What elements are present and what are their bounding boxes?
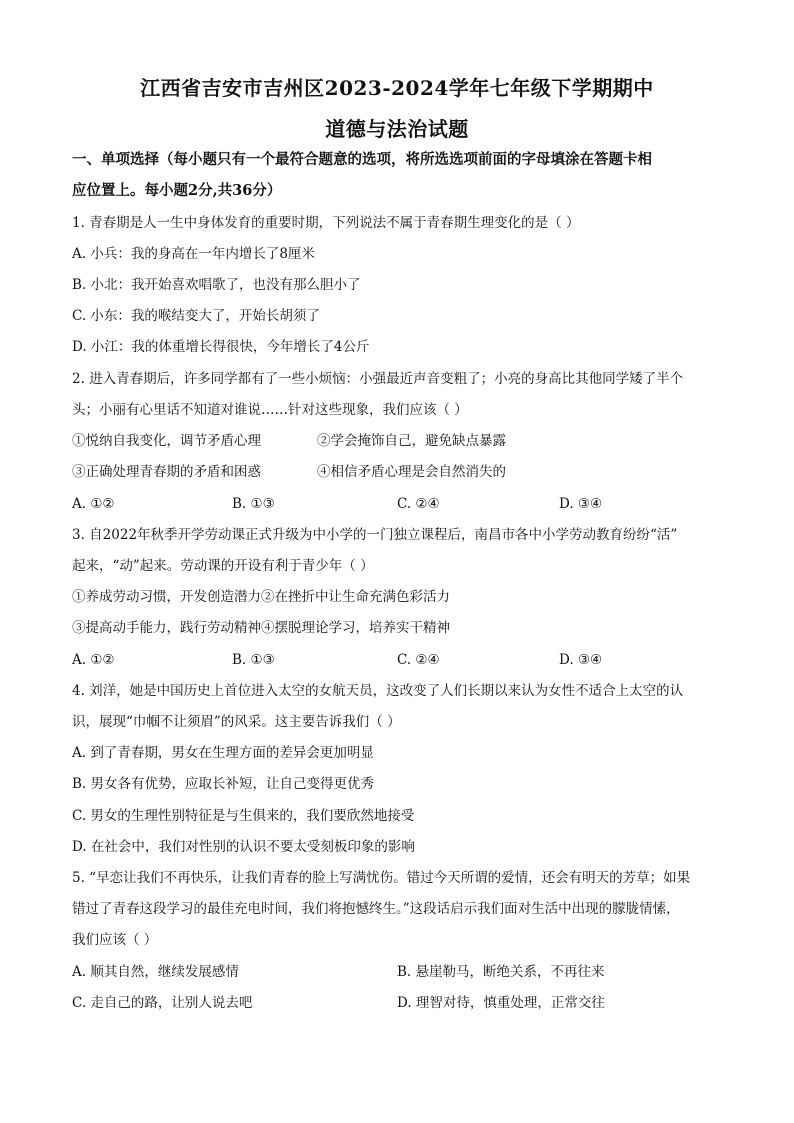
- q2-statement-3: ③正确处理青春期的矛盾和困惑: [72, 464, 261, 480]
- q5-option-a: A. 顺其自然，继续发展感情: [72, 964, 239, 980]
- section-heading-line2: 应位置上。每小题2分,共36分）: [72, 182, 282, 199]
- q2-statements-row1: [72, 431, 732, 451]
- q4-stem-line2: 识，展现“巾帼不让须眉”的风采。这主要告诉我们（ ）: [72, 714, 401, 730]
- section-heading-line1: 一、单项选择（每小题只有一个最符合题意的选项，将所选选项前面的字母填涂在答题卡相: [72, 151, 652, 168]
- q2-statements-row2: [72, 462, 732, 482]
- q1-option-a: A. 小兵：我的身高在一年内增长了8厘米: [72, 246, 315, 262]
- q5-stem-line3: 我们应该（ ）: [72, 932, 158, 948]
- q5-stem-line1: 5. “早恋让我们不再快乐，让我们青春的脸上写满忧伤。错过今天所谓的爱情，还会有明天的芳草；如果: [72, 870, 691, 886]
- q3-stem-line2: 起来，“动”起来。劳动课的开设有利于青少年（ ）: [72, 558, 374, 574]
- q5-stem-line2: 错过了青春这段学习的最佳充电时间，我们将抱憾终生。”这段话启示我们面对生活中出现的朦胧情愫，: [72, 901, 680, 917]
- q2-option-a: A. ①②: [72, 496, 115, 512]
- q5-options-row1: [72, 962, 732, 982]
- q3-option-d: D. ③④: [559, 652, 603, 668]
- q3-option-c: C. ②④: [397, 652, 440, 668]
- q1-option-c: C. 小东：我的喉结变大了，开始长胡须了: [72, 308, 320, 324]
- q1-option-d: D. 小江：我的体重增长得很快，今年增长了4公斤: [72, 339, 370, 355]
- q2-statement-4: ④相信矛盾心理是会自然消失的: [317, 464, 506, 480]
- q2-option-b: B. ①③: [232, 496, 275, 512]
- q4-option-b: B. 男女各有优势，应取长补短，让自己变得更优秀: [72, 776, 375, 792]
- q5-options-row2: [72, 993, 732, 1013]
- q3-option-a: A. ①②: [72, 652, 115, 668]
- q2-option-d: D. ③④: [559, 496, 603, 512]
- q5-option-b: B. 悬崖勒马，断绝关系，不再往来: [397, 964, 605, 980]
- exam-title: 江西省吉安市吉州区2023-2024学年七年级下学期期中: [140, 76, 654, 100]
- q4-option-d: D. 在社会中，我们对性别的认识不要太受刻板印象的影响: [72, 839, 415, 855]
- q5-option-d: D. 理智对待，慎重处理，正常交往: [397, 995, 605, 1011]
- q4-stem-line1: 4. 刘洋，她是中国历史上首位进入太空的女航天员，这改变了人们长期以来认为女性不适合上太空的认: [72, 683, 684, 699]
- q5-option-c: C. 走自己的路，让别人说去吧: [72, 995, 253, 1011]
- q1-stem: 1. 青春期是人一生中身体发育的重要时期，下列说法不属于青春期生理变化的是（ ）: [72, 215, 580, 231]
- q4-option-a: A. 到了青春期，男女在生理方面的差异会更加明显: [72, 745, 374, 761]
- q2-stem-line1: 2. 进入青春期后，许多同学都有了一些小烦恼：小强最近声音变粗了；小亮的身高比其他同学矮了半个: [72, 371, 684, 387]
- q3-stem-line1: 3. 自2022年秋季开学劳动课正式升级为中小学的一门独立课程后，南昌市各中小学劳动教育纷纷“活”: [72, 527, 678, 543]
- q2-statement-1: ①悦纳自我变化，调节矛盾心理: [72, 433, 261, 449]
- q2-options: [72, 494, 732, 514]
- exam-subtitle: 道德与法治试题: [325, 117, 469, 141]
- q4-option-c: C. 男女的生理性别特征是与生俱来的，我们要欣然地接受: [72, 808, 415, 824]
- q1-option-b: B. 小北：我开始喜欢唱歌了，也没有那么胆小了: [72, 277, 361, 293]
- q2-statement-2: ②学会掩饰自己，避免缺点暴露: [317, 433, 506, 449]
- q3-statements-12: ①养成劳动习惯，开发创造潜力②在挫折中让生命充满色彩活力: [72, 589, 450, 605]
- q2-stem-line2: 头；小丽有心里话不知道对谁说……针对这些现象，我们应该（ ）: [72, 402, 468, 418]
- q3-option-b: B. ①③: [232, 652, 275, 668]
- q3-options: [72, 650, 732, 670]
- q3-statements-34: ③提高动手能力，践行劳动精神④摆脱理论学习，培养实干精神: [72, 620, 450, 636]
- q2-option-c: C. ②④: [397, 496, 440, 512]
